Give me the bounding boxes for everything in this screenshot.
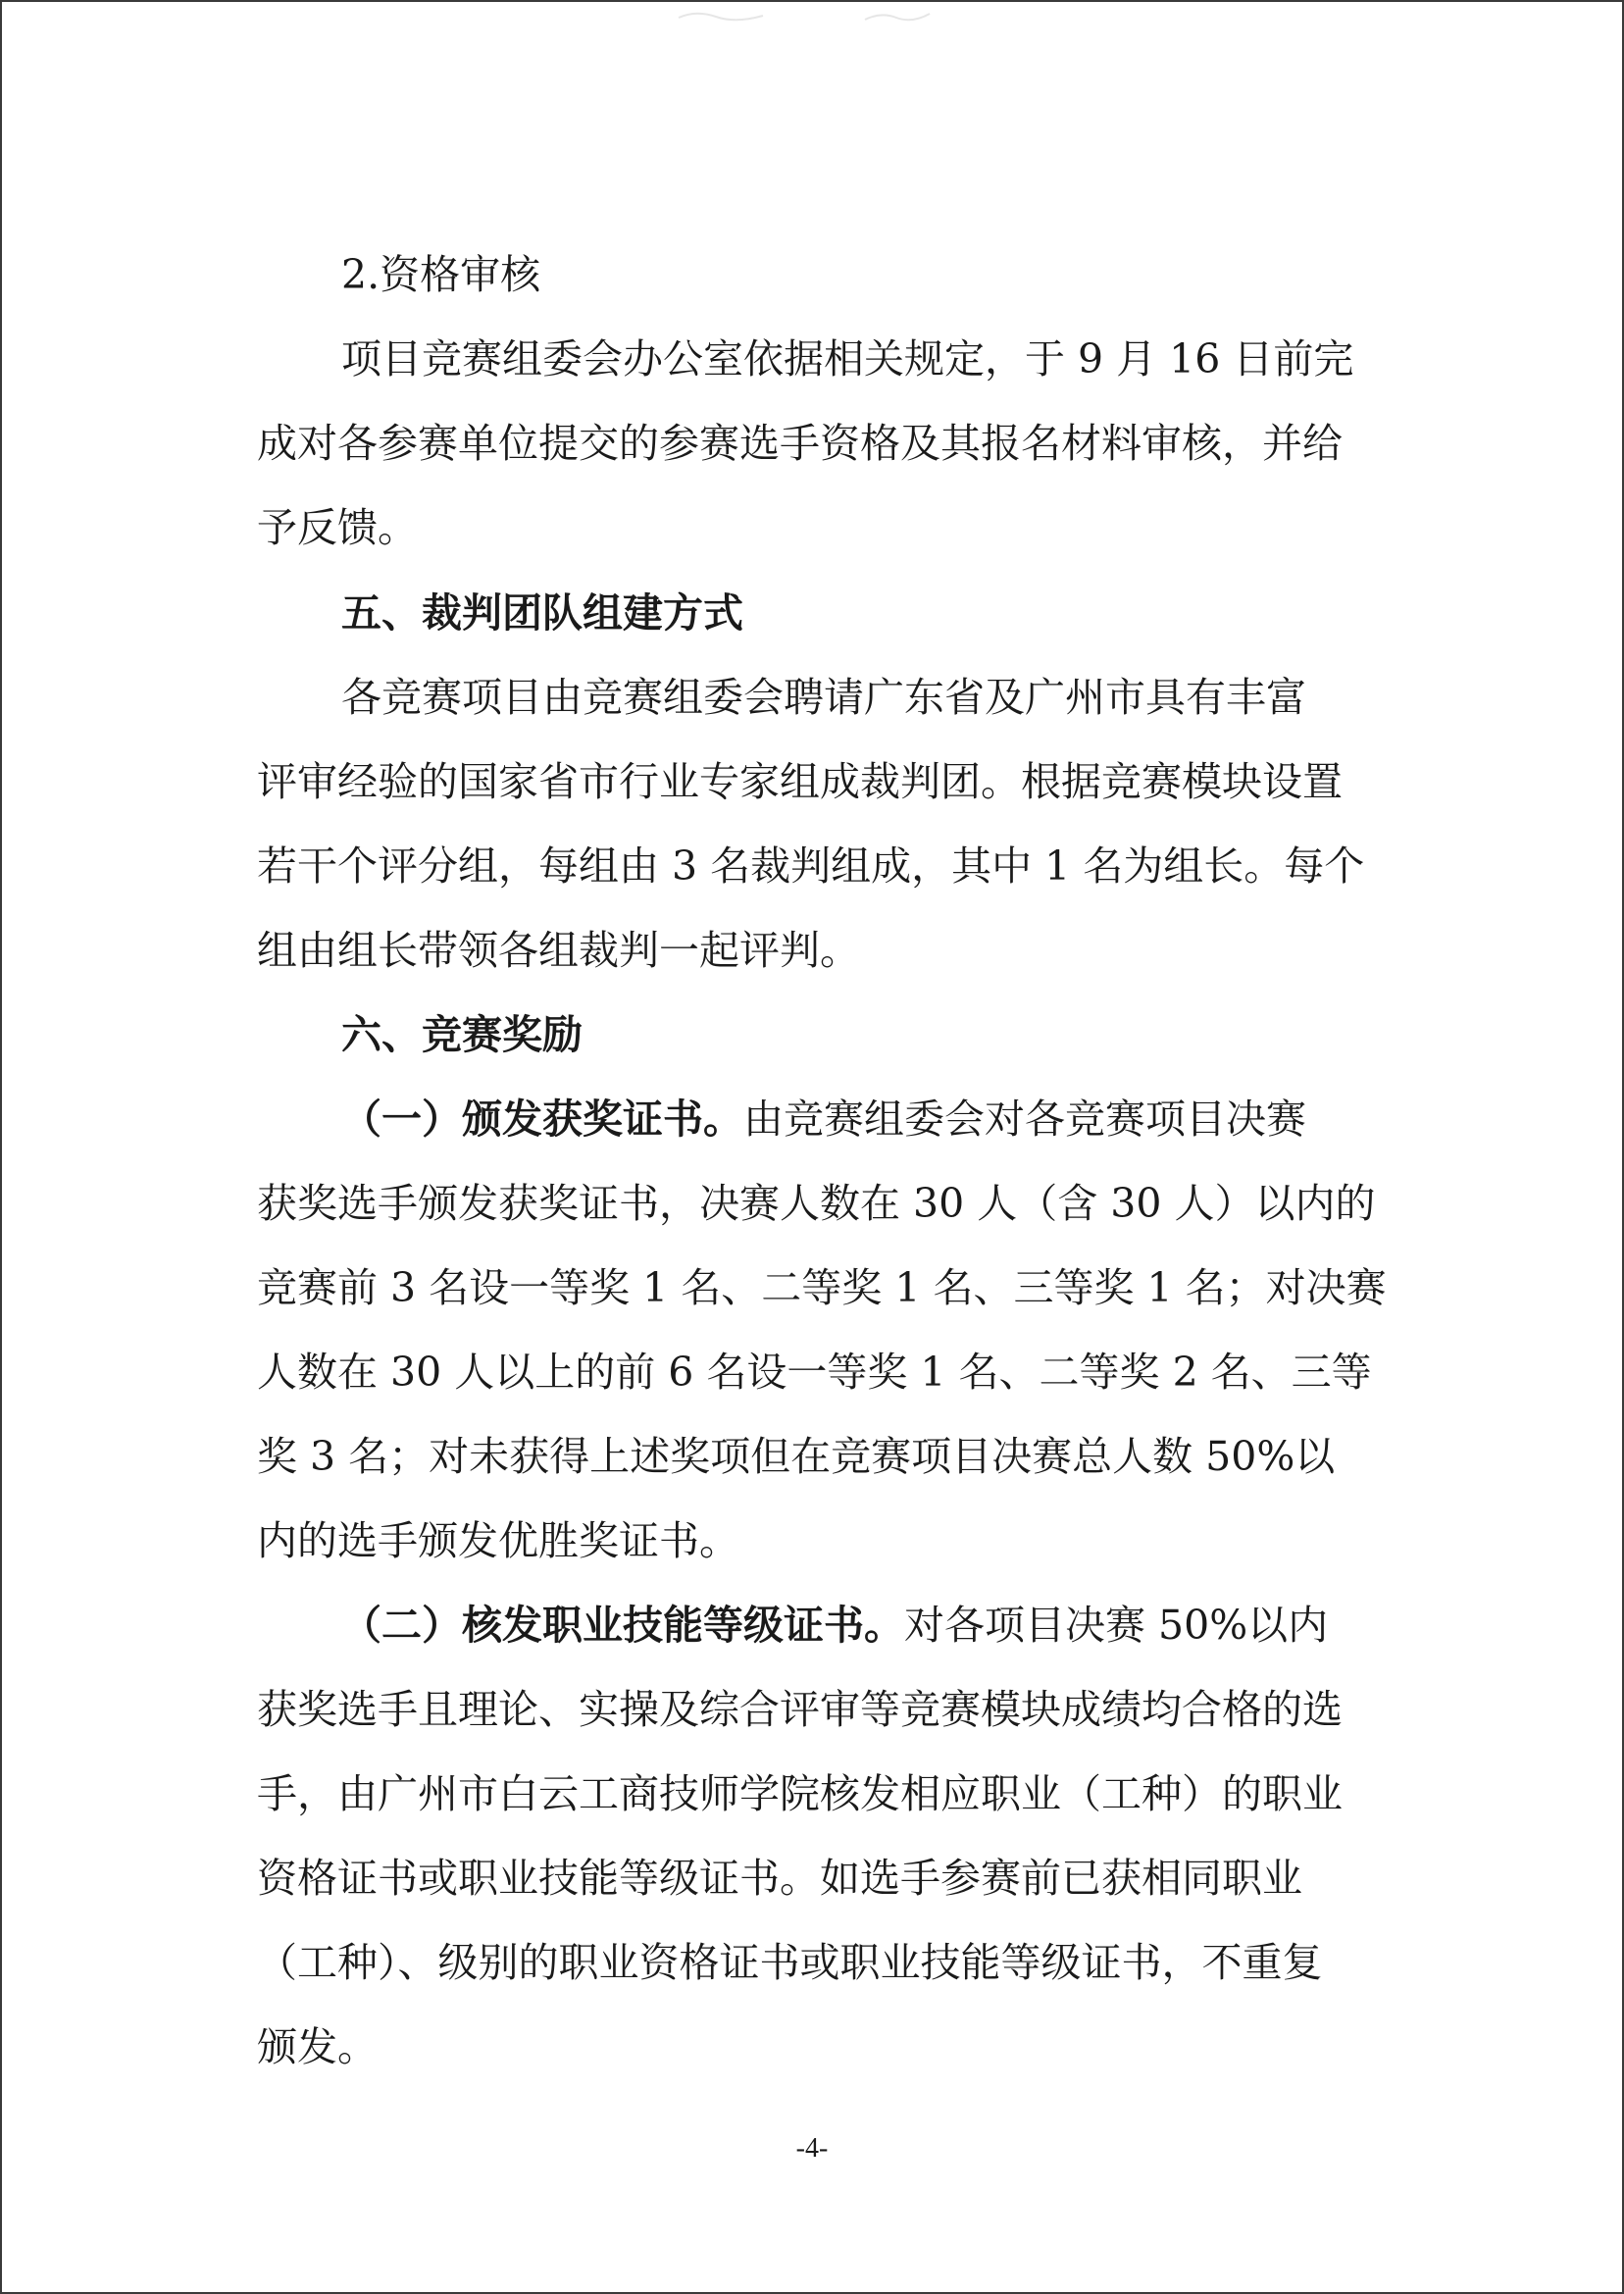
award-2-text: 对各项目决赛 50%以内 bbox=[904, 1602, 1329, 1649]
paragraph-line-award-1 bbox=[341, 1090, 1306, 1148]
paragraph-line: 资格证书或职业技能等级证书。如选手参赛前已获相同职业 bbox=[257, 1855, 1302, 1902]
paragraph-line: 获奖选手且理论、实操及综合评审等竞赛模块成绩均合格的选 bbox=[257, 1686, 1343, 1733]
paragraph-line: 颁发。 bbox=[257, 2023, 378, 2070]
page-number: -4- bbox=[795, 2133, 829, 2164]
paragraph-line: 竞赛前 3 名设一等奖 1 名、二等奖 1 名、三等奖 1 名；对决赛 bbox=[257, 1264, 1387, 1311]
paragraph-line: 若干个评分组，每组由 3 名裁判组成，其中 1 名为组长。每个 bbox=[257, 842, 1365, 890]
paragraph-line: 予反馈。 bbox=[257, 504, 418, 551]
paragraph-line: 奖 3 名；对未获得上述奖项但在竞赛项目决赛总人数 50%以 bbox=[257, 1433, 1336, 1480]
paragraph-line: 各竞赛项目由竞赛组委会聘请广东省及广州市具有丰富 bbox=[341, 674, 1306, 721]
scan-noise-mark bbox=[677, 8, 765, 25]
paragraph-line-award-2 bbox=[341, 1596, 1328, 1655]
award-2-title: （二）核发职业技能等级证书。 bbox=[341, 1602, 904, 1649]
paragraph-line: 评审经验的国家省市行业专家组成裁判团。根据竞赛模块设置 bbox=[257, 758, 1343, 805]
section-6-heading: 六、竞赛奖励 bbox=[341, 1011, 583, 1058]
scan-border-top bbox=[0, 0, 1624, 2]
award-1-title: （一）颁发获奖证书。 bbox=[341, 1096, 743, 1143]
paragraph-line: 手，由广州市白云工商技师学院核发相应职业（工种）的职业 bbox=[257, 1770, 1343, 1817]
paragraph-line: 组由组长带领各组裁判一起评判。 bbox=[257, 927, 860, 974]
award-1-text: 由竞赛组委会对各竞赛项目决赛 bbox=[743, 1096, 1306, 1143]
paragraph-line: 获奖选手颁发获奖证书，决赛人数在 30 人（含 30 人）以内的 bbox=[257, 1180, 1376, 1227]
scan-border-left bbox=[0, 0, 2, 2294]
paragraph-line: 项目竞赛组委会办公室依据相关规定，于 9 月 16 日前完 bbox=[341, 335, 1354, 382]
section-2-title: 2.资格审核 bbox=[341, 251, 541, 298]
paragraph-line: （工种）、级别的职业资格证书或职业技能等级证书，不重复 bbox=[257, 1939, 1323, 1986]
paragraph-line: 人数在 30 人以上的前 6 名设一等奖 1 名、二等奖 2 名、三等 bbox=[257, 1349, 1372, 1396]
section-5-heading: 五、裁判团队组建方式 bbox=[341, 589, 743, 637]
paragraph-line: 成对各参赛单位提交的参赛选手资格及其报名材料审核，并给 bbox=[257, 420, 1343, 467]
paragraph-line: 内的选手颁发优胜奖证书。 bbox=[257, 1517, 739, 1564]
scan-noise-mark bbox=[863, 8, 932, 25]
